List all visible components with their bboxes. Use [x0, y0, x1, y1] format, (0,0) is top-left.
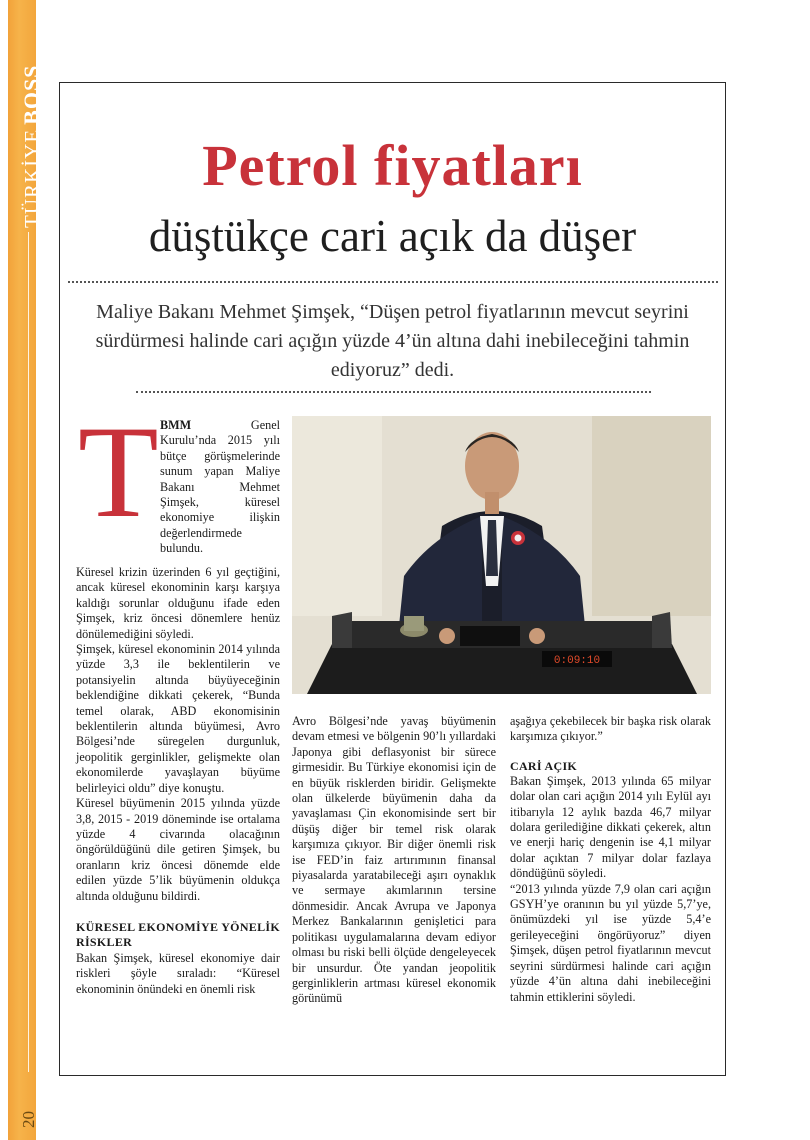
paragraph-2: Şimşek, küresel ekonominin 2014 yılında yüzde 3,3 ile beklentilerin ve potansiyelin altında büyüyeceğinin beklendiğine dikkati çekerek, “Bunda temel olarak, ABD ekonomisinin beklentilerin altında büyümesi, Avro Bölgesi’nde süregelen durgunluk, jeopolitik gerginlikler, gelişmekte olan ekonomilerde yavaşlayan büyüme belirleyici oldu” diye konuştu.: [76, 642, 280, 795]
paragraph-1: Küresel krizin üzerinden 6 yıl geçtiğini, ancak küresel ekonominin karşı karşıya kaldığı sorunlar olduğunu ifade eden Şimşek, kriz öncesi dönemlere henüz dönülemediğini söyledi.: [76, 565, 280, 641]
dotted-divider-bottom: [136, 391, 651, 393]
article-column-2: [292, 714, 496, 1007]
magazine-brand: [19, 65, 45, 228]
paragraph-5: Avro Bölgesi’nde yavaş büyümenin devam etmesi ve bölgenin 90’lı yıllardaki Japonya gibi deflasyonist bir sürece girmesidir. Bu Türkiye ekonomisi için de en büyük risklerden biridir. Gelişmekte olan ülkelerde büyümenin daha da yavaşlaması Çin ekonomisinde sert bir düşüş diğer bir temel risk olarak karşımıza çıkıyor. Bir diğer önemli risk ise FED’in faiz artırımının finansal piyasalarda yaratabileceği aşırı oynaklık ve sermaye akımlarının tersine dönmesidir. Ancak Avrupa ve Japonya Merkez Bankalarının genişletici para politikası uygulamalarına devam ediyor olması bu riski belli ölçüde dengeleyecek bir unsurdur. Öte yandan jeopolitik gerginliklerin artması küresel ekonomik görünümü: [292, 714, 496, 1006]
paragraph-4: Bakan Şimşek, küresel ekonomiye dair riskleri şöyle sıraladı: “Küresel ekonominin önündeki en önemli risk: [76, 950, 280, 996]
article-column-3: [510, 714, 711, 1005]
subheading-current-account: CARİ AÇIK: [510, 758, 578, 773]
minister-photo: [292, 416, 711, 694]
headline-line1: Petrol fiyatları: [202, 133, 583, 198]
headline-line2: düştükçe cari açık da düşer: [148, 211, 637, 261]
paragraph-6: aşağıya çekebilecek bir başka risk olarak karşımıza çıkıyor.”: [510, 714, 711, 744]
lead-paragraph: Maliye Bakanı Mehmet Şimşek, “Düşen petrol fiyatlarının mevcut seyrini sürdürmesi halinde cari açığın yüzde 4’ün altına dahi inebileceğini tahmin ediyoruz” dedi.: [95, 301, 690, 381]
subheading-global-risks: KÜRESEL EKONOMİYE YÖNELİK RİSKLER: [76, 919, 280, 949]
intro-paragraph: [160, 418, 280, 557]
intro-bold-start: BMM: [160, 418, 192, 432]
page-number: 20: [19, 1111, 38, 1128]
brand-divider: [28, 232, 29, 1072]
paragraph-3: Küresel büyümenin 2015 yılında yüzde 3,8, 2015 - 2019 döneminde ise ortalama yüzde 4 civarında olacağının öngörüldüğünü dile getiren Şimşek, bu oranların kriz öncesi dönemde elde edilen yüzde 5’lik büyümenin oldukça altında olduğunu bildirdi.: [76, 796, 280, 903]
brand-part1: TÜRKİYE: [20, 128, 44, 228]
dotted-divider-top: [68, 281, 718, 283]
article-column-1: [76, 565, 280, 997]
paragraph-8: “2013 yılında yüzde 7,9 olan cari açığın GSYH’ye oranının bu yıl yüzde 5,7’ye, önümüzdeki yıl ise yüzde 5,4’e gerileyeceğini öngörüyoruz” diyen Şimşek, düşen petrol fiyatlarının mevcut seyrini sürdürmesi halinde cari açığın yüzde 4’ün altına dahi inebileceğini tahmin ettiklerini söyledi.: [510, 881, 711, 1004]
paragraph-7: Bakan Şimşek, 2013 yılında 65 milyar dolar olan cari açığın 2014 yılı Eylül ayı itibarıyla 12 aylık bazda 46,7 milyar dolara gerilediğine dikkati çekerek, altın ve enerji hariç dengenin ise 4,1 milyar dolar açıktan 7 milyar dolar fazlaya döndüğünü söyledi.: [510, 773, 711, 881]
clock-readout: 0:09:10: [553, 655, 601, 667]
brand-part2: BOSS: [19, 64, 44, 125]
drop-cap: T: [78, 398, 159, 545]
intro-text: Genel Kurulu’nda 2015 yılı bütçe görüşmelerinde sunum yapan Maliye Bakanı Mehmet Şimşek, küresel ekonomiye ilişkin değerlendirmede bulundu.: [160, 418, 280, 556]
